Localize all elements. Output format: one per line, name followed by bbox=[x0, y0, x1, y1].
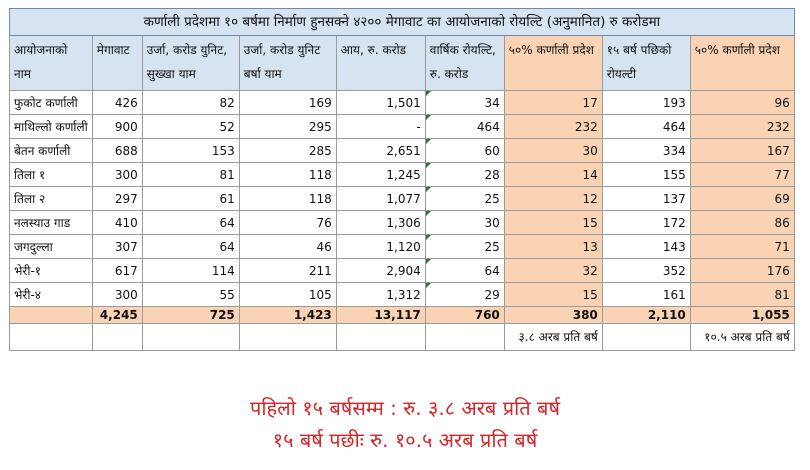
cell-energy-dry: 64 bbox=[142, 235, 239, 259]
table-row bbox=[10, 115, 795, 139]
summary-first-15-years: पहिलो १५ बर्षसम्म : रु. ३.८ अरब प्रति बर्ष bbox=[249, 396, 561, 420]
table-row bbox=[10, 259, 795, 283]
cell-energy-wet: 295 bbox=[239, 115, 336, 139]
summary-after-15-years: १५ बर्ष पछीः रु. १०.५ अरब प्रति बर्ष bbox=[272, 428, 538, 452]
cell-karnali-share-after-15: 176 bbox=[690, 259, 794, 283]
cell-karnali-share: 232 bbox=[504, 115, 602, 139]
cell-karnali-share: 14 bbox=[504, 163, 602, 187]
cell-income: 1,306 bbox=[336, 211, 425, 235]
footer-empty-cell bbox=[92, 324, 142, 351]
cell-annual-royalty: 25 bbox=[425, 187, 504, 211]
cell-energy-dry: 55 bbox=[142, 283, 239, 307]
cell-project-name: तिला १ bbox=[10, 163, 93, 187]
total-energy-dry: 725 bbox=[142, 307, 239, 324]
cell-energy-dry: 81 bbox=[142, 163, 239, 187]
cell-energy-wet: 118 bbox=[239, 187, 336, 211]
cell-karnali-share: 30 bbox=[504, 139, 602, 163]
total-royalty-after-15: 2,110 bbox=[602, 307, 690, 324]
cell-income: 1,245 bbox=[336, 163, 425, 187]
cell-royalty-after-15: 193 bbox=[602, 91, 690, 115]
royalty-table-sheet bbox=[9, 8, 795, 351]
cell-megawatt: 688 bbox=[92, 139, 142, 163]
cell-annual-royalty: 60 bbox=[425, 139, 504, 163]
cell-energy-dry: 153 bbox=[142, 139, 239, 163]
cell-royalty-after-15: 334 bbox=[602, 139, 690, 163]
header-annual-royalty: वार्षिक रोयल्टि, रु. करोड bbox=[425, 36, 504, 91]
footer-per-year-after: १०.५ अरब प्रति बर्ष bbox=[690, 324, 794, 351]
cell-project-name: फुकोट कर्णाली bbox=[10, 91, 93, 115]
cell-energy-dry: 64 bbox=[142, 211, 239, 235]
cell-karnali-share-after-15: 167 bbox=[690, 139, 794, 163]
table-row bbox=[10, 187, 795, 211]
cell-royalty-after-15: 172 bbox=[602, 211, 690, 235]
table-row bbox=[10, 163, 795, 187]
cell-royalty-after-15: 143 bbox=[602, 235, 690, 259]
cell-energy-dry: 61 bbox=[142, 187, 239, 211]
cell-royalty-after-15: 155 bbox=[602, 163, 690, 187]
cell-energy-dry: 52 bbox=[142, 115, 239, 139]
cell-megawatt: 307 bbox=[92, 235, 142, 259]
total-karnali-share-after-15: 1,055 bbox=[690, 307, 794, 324]
cell-annual-royalty: 29 bbox=[425, 283, 504, 307]
footer-empty-cell bbox=[142, 324, 239, 351]
cell-megawatt: 426 bbox=[92, 91, 142, 115]
cell-energy-wet: 118 bbox=[239, 163, 336, 187]
cell-royalty-after-15: 352 bbox=[602, 259, 690, 283]
cell-income: 2,651 bbox=[336, 139, 425, 163]
cell-project-name: माथिल्लो कर्णाली bbox=[10, 115, 93, 139]
cell-energy-dry: 114 bbox=[142, 259, 239, 283]
cell-royalty-after-15: 464 bbox=[602, 115, 690, 139]
cell-royalty-after-15: 161 bbox=[602, 283, 690, 307]
cell-project-name: बेतन कर्णाली bbox=[10, 139, 93, 163]
cell-karnali-share: 13 bbox=[504, 235, 602, 259]
total-energy-wet: 1,423 bbox=[239, 307, 336, 324]
footer-empty-cell bbox=[239, 324, 336, 351]
cell-karnali-share: 12 bbox=[504, 187, 602, 211]
cell-megawatt: 410 bbox=[92, 211, 142, 235]
cell-karnali-share-after-15: 96 bbox=[690, 91, 794, 115]
footer-per-year-first: ३.८ अरब प्रति बर्ष bbox=[504, 324, 602, 351]
header-megawatt: मेगावाट bbox=[92, 36, 142, 91]
cell-annual-royalty: 25 bbox=[425, 235, 504, 259]
cell-karnali-share-after-15: 86 bbox=[690, 211, 794, 235]
cell-energy-wet: 46 bbox=[239, 235, 336, 259]
cell-income: 1,312 bbox=[336, 283, 425, 307]
total-row bbox=[10, 307, 795, 324]
cell-karnali-share-after-15: 77 bbox=[690, 163, 794, 187]
cell-megawatt: 297 bbox=[92, 187, 142, 211]
cell-karnali-share-after-15: 232 bbox=[690, 115, 794, 139]
cell-project-name: जगदुल्ला bbox=[10, 235, 93, 259]
cell-annual-royalty: 28 bbox=[425, 163, 504, 187]
table-row bbox=[10, 283, 795, 307]
cell-project-name: तिला २ bbox=[10, 187, 93, 211]
cell-energy-wet: 211 bbox=[239, 259, 336, 283]
cell-project-name: भेरी-४ bbox=[10, 283, 93, 307]
footer-empty-cell bbox=[336, 324, 425, 351]
cell-income: - bbox=[336, 115, 425, 139]
header-project-name: आयोजनाको नाम bbox=[10, 36, 93, 91]
header-energy-dry: उर्जा, करोड युनिट, सुख्खा याम bbox=[142, 36, 239, 91]
cell-megawatt: 617 bbox=[92, 259, 142, 283]
cell-energy-wet: 105 bbox=[239, 283, 336, 307]
table-row bbox=[10, 139, 795, 163]
table-row bbox=[10, 211, 795, 235]
table-row bbox=[10, 91, 795, 115]
cell-energy-wet: 169 bbox=[239, 91, 336, 115]
cell-energy-dry: 82 bbox=[142, 91, 239, 115]
cell-income: 2,904 bbox=[336, 259, 425, 283]
header-karnali-share-after-15: ५०% कर्णाली प्रदेश bbox=[690, 36, 794, 91]
cell-annual-royalty: 30 bbox=[425, 211, 504, 235]
footer-row bbox=[10, 324, 795, 351]
cell-income: 1,120 bbox=[336, 235, 425, 259]
cell-project-name: नलस्याउ गाड bbox=[10, 211, 93, 235]
cell-megawatt: 900 bbox=[92, 115, 142, 139]
cell-megawatt: 300 bbox=[92, 283, 142, 307]
cell-karnali-share-after-15: 71 bbox=[690, 235, 794, 259]
header-royalty-after-15: १५ बर्ष पछिको रोयल्टी bbox=[602, 36, 690, 91]
footer-empty-cell bbox=[10, 324, 93, 351]
cell-karnali-share-after-15: 81 bbox=[690, 283, 794, 307]
total-annual-royalty: 760 bbox=[425, 307, 504, 324]
header-karnali-share: ५०% कर्णाली प्रदेश bbox=[504, 36, 602, 91]
cell-karnali-share: 17 bbox=[504, 91, 602, 115]
cell-royalty-after-15: 137 bbox=[602, 187, 690, 211]
header-energy-wet: उर्जा, करोड युनिट बर्षा याम bbox=[239, 36, 336, 91]
cell-karnali-share: 32 bbox=[504, 259, 602, 283]
total-label-cell bbox=[10, 307, 93, 324]
total-megawatt: 4,245 bbox=[92, 307, 142, 324]
table-title: कर्णाली प्रदेशमा १० बर्षमा निर्माण हुनसक्ने ४२०० मेगावाट का आयोजनाको रोयल्टि (अनुमानित) रु करोडमा bbox=[10, 9, 795, 36]
cell-karnali-share: 15 bbox=[504, 283, 602, 307]
footer-empty-cell bbox=[425, 324, 504, 351]
cell-megawatt: 300 bbox=[92, 163, 142, 187]
table-row bbox=[10, 235, 795, 259]
cell-project-name: भेरी-१ bbox=[10, 259, 93, 283]
header-income: आय, रु. करोड bbox=[336, 36, 425, 91]
cell-energy-wet: 285 bbox=[239, 139, 336, 163]
cell-energy-wet: 76 bbox=[239, 211, 336, 235]
footer-empty-cell bbox=[602, 324, 690, 351]
cell-karnali-share-after-15: 69 bbox=[690, 187, 794, 211]
cell-annual-royalty: 64 bbox=[425, 259, 504, 283]
cell-karnali-share: 15 bbox=[504, 211, 602, 235]
cell-annual-royalty: 464 bbox=[425, 115, 504, 139]
total-karnali-share: 380 bbox=[504, 307, 602, 324]
total-income: 13,117 bbox=[336, 307, 425, 324]
cell-income: 1,501 bbox=[336, 91, 425, 115]
cell-annual-royalty: 34 bbox=[425, 91, 504, 115]
cell-income: 1,077 bbox=[336, 187, 425, 211]
header-row bbox=[10, 36, 795, 91]
royalty-table bbox=[9, 8, 795, 351]
